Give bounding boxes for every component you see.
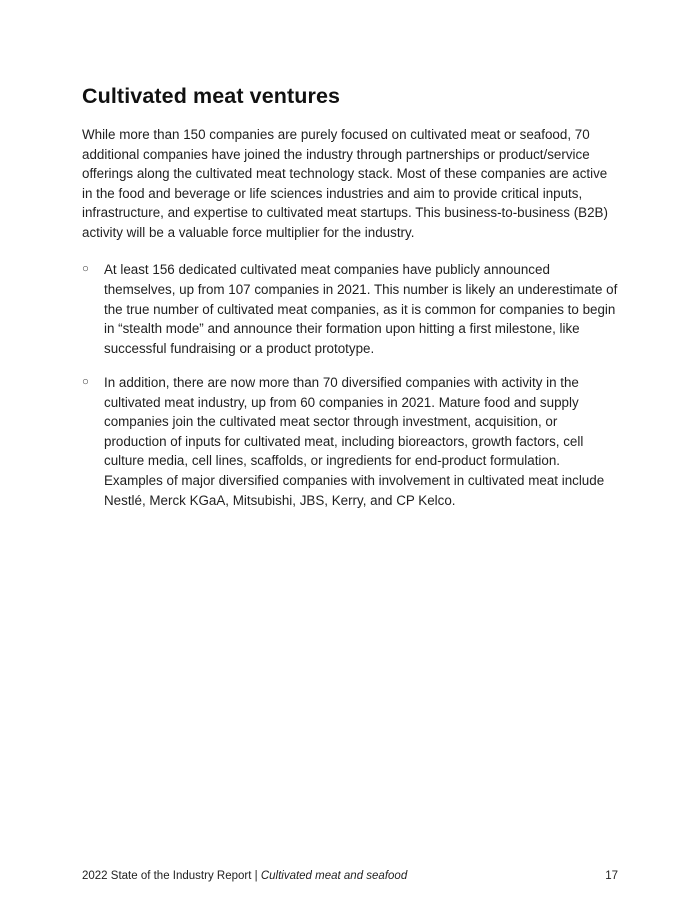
page-number: 17 xyxy=(605,870,618,882)
page-footer xyxy=(82,870,618,882)
bullet-marker-icon: ○ xyxy=(82,263,89,276)
bullet-marker-icon: ○ xyxy=(82,376,89,389)
footer-text xyxy=(82,870,407,882)
intro-paragraph: While more than 150 companies are purely focused on cultivated meat or seafood, 70 additional companies have joined the industry through partnerships or product/service offerings along the cultivated meat technology stack. Most of these companies are active in the food and beverage or life sciences industries and aim to provide critical inputs, infrastructure, and expertise to cultivated meat startups. This business-to-business (B2B) activity will be a valuable force multiplier for the industry. xyxy=(82,127,608,240)
bullet-item xyxy=(82,260,618,358)
page-title: Cultivated meat ventures xyxy=(82,84,341,108)
footer-report-title: 2022 State of the Industry Report xyxy=(82,870,252,882)
bullet-item xyxy=(82,373,618,510)
bullet-text: At least 156 dedicated cultivated meat companies have publicly announced themselves, up from 107 companies in 2021. This number is likely an underestimate of the true number of cultivated meat companies, as it is common for companies to begin in “stealth mode” and announce their formation upon hitting a first milestone, like successful fundraising or a product prototype. xyxy=(104,262,618,356)
footer-separator: | xyxy=(251,870,261,882)
bullet-list xyxy=(82,260,618,510)
bullet-text: In addition, there are now more than 70 diversified companies with activity in the cultivated meat industry, up from 60 companies in 2021. Mature food and supply companies join the cultivated meat sector through investment, acquisition, or production of inputs for cultivated meat, including bioreactors, growth factors, cell culture media, cell lines, scaffolds, or ingredients for end-product formulation. Examples of major diversified companies with involvement in cultivated meat include Nestlé, Merck KGaA, Mitsubishi, JBS, Kerry, and CP Kelco. xyxy=(104,375,605,508)
footer-section-title: Cultivated meat and seafood xyxy=(260,870,408,882)
